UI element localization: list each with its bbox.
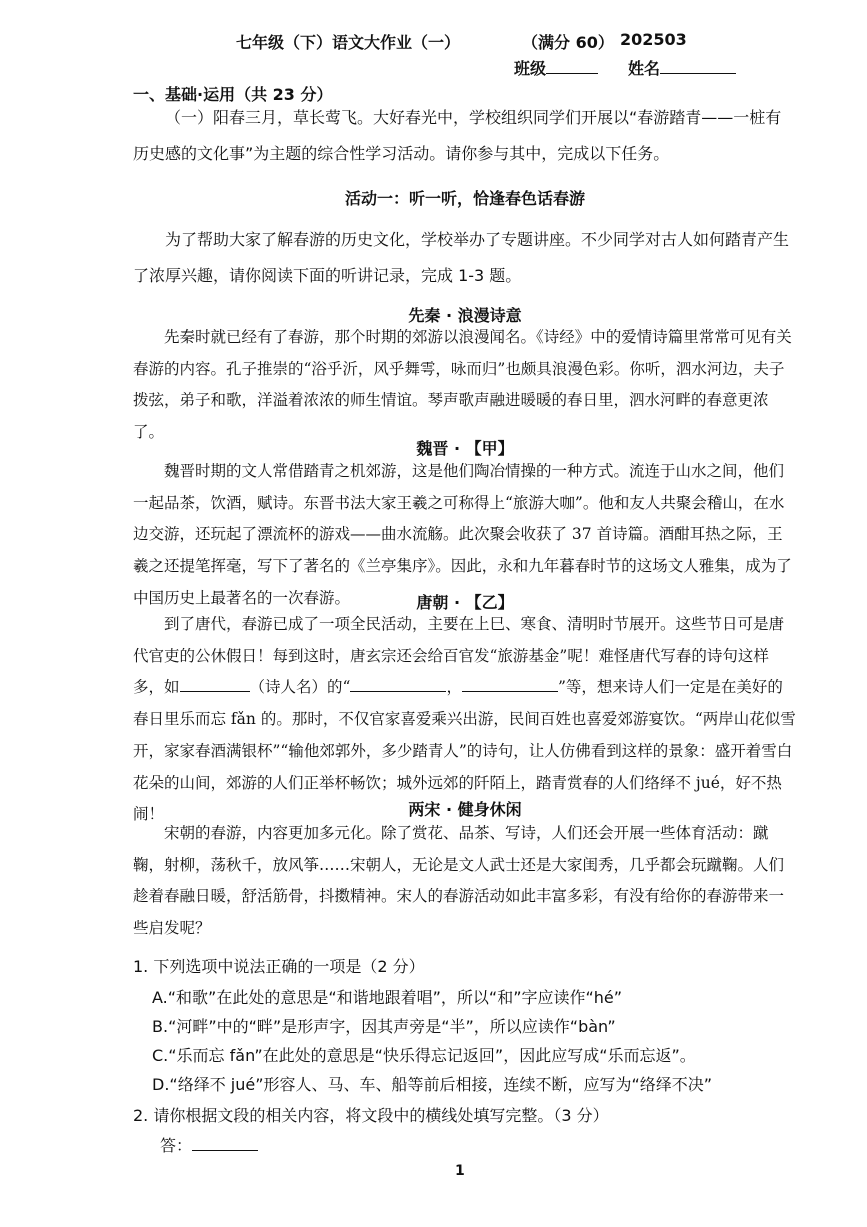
- song-heading: 两宋 · 健身休闲: [408, 800, 522, 819]
- exam-date: 202503: [620, 30, 687, 49]
- answer-label: 答：: [160, 1136, 193, 1155]
- section-title: 一、基础·运用（共 23 分）: [133, 85, 333, 104]
- activity-title: 活动一：听一听，恰逢春色话春游: [344, 189, 585, 208]
- class-field[interactable]: [514, 56, 598, 79]
- question-1-option-a[interactable]: A.“和歌”在此处的意思是“和谐地跟着唱”，所以“和”字应读作“hé”: [152, 988, 623, 1007]
- score-label: （满分 60）: [522, 33, 614, 52]
- pre-qin-paragraph: 先秦时就已经有了春游，那个时期的郊游以浪漫闻名。《诗经》中的爱情诗篇里常常可见有关春游的内容。孔子推崇的“浴乎沂，风乎舞雩，咏而归”也颇具浪漫色彩。你听，泗水河边，夫子拨弦，弟子和歌，洋溢着浓浓的师生情谊。琴声歌声融进暖暖的春日里，泗水河畔的春意更浓了。: [133, 328, 792, 442]
- question-1-option-b[interactable]: B.“河畔”中的“畔”是形声字，因其声旁是“半”，所以应读作“bàn”: [152, 1017, 616, 1036]
- poet-name-blank[interactable]: [180, 674, 250, 692]
- tang-text-d: ”等，想来诗人们一定是在美好的春日里乐而忘 fǎn 的。那时，不仅官家喜爱乘兴出游，民间百姓也喜爱郊游宴饮。“两岸山花似雪开，家家春酒满银杯”“输他郊郭外，多少踏青人”的诗句，让人仿佛看到这样的景象：盛开着雪白花朵的山间，郊游的人们正举杯畅饮；城外远郊的阡陌上，踏青赏春的人们络绎不 jué，好不热闹！: [133, 678, 796, 824]
- wei-jin-paragraph: 魏晋时期的文人常借踏青之机郊游，这是他们陶冶情操的一种方式。流连于山水之间，他们一起品茶，饮酒，赋诗。东晋书法大家王羲之可称得上“旅游大咖”。他和友人共聚会稽山，在水边交游，还玩起了漂流杯的游戏——曲水流觞。此次聚会收获了 37 首诗篇。酒酣耳热之际，王羲之还提笔挥毫，写下了著名的《兰亭集序》。因此，永和九年暮春时节的这场文人雅集，成为了中国历史上最著名的一次春游。: [133, 462, 792, 607]
- answer-blank[interactable]: [192, 1136, 258, 1151]
- intro-paragraph: （一）阳春三月，草长莺飞。大好春光中，学校组织同学们开展以“春游踏青——一桩有历史感的文化事”为主题的综合性学习活动。请你参与其中，完成以下任务。: [133, 108, 782, 163]
- name-label: 姓名: [628, 59, 661, 78]
- name-blank[interactable]: [660, 59, 736, 74]
- song-paragraph: 宋朝的春游，内容更加多元化。除了赏花、品茶、写诗，人们还会开展一些体育活动：蹴鞠，射柳，荡秋千，放风筝……宋朝人，无论是文人武士还是大家闺秀，几乎都会玩蹴鞠。人们趁着春融日暖，舒活筋骨，抖擞精神。宋人的春游活动如此丰富多彩，有没有给你的春游带来一些启发呢？: [133, 824, 785, 938]
- question-2-stem: 2. 请你根据文段的相关内容，将文段中的横线处填写完整。（3 分）: [133, 1106, 609, 1125]
- class-blank[interactable]: [546, 59, 598, 74]
- question-1-stem: 1. 下列选项中说法正确的一项是（2 分）: [133, 957, 425, 976]
- name-field[interactable]: [628, 56, 736, 79]
- lecture-intro-paragraph: 为了帮助大家了解春游的历史文化，学校举办了专题讲座。不少同学对古人如何踏青产生了浓厚兴趣，请你阅读下面的听讲记录，完成 1-3 题。: [133, 230, 790, 285]
- question-1-option-c[interactable]: C.“乐而忘 fǎn”在此处的意思是“快乐得忘记返回”，因此应写成“乐而忘返”。: [152, 1046, 696, 1065]
- poem-line2-blank[interactable]: [462, 674, 558, 692]
- class-label: 班级: [514, 59, 547, 78]
- question-1-option-d[interactable]: D.“络绎不 jué”形容人、马、车、船等前后相接，连续不断，应写为“络绎不决”: [152, 1075, 713, 1094]
- page-number: 1: [455, 1163, 465, 1179]
- exam-title: 七年级（下）语文大作业（一）: [236, 33, 461, 52]
- tang-heading: 唐朝 · 【乙】: [416, 593, 514, 612]
- question-2-answer[interactable]: [160, 1133, 258, 1156]
- tang-text-c: ，: [446, 678, 462, 697]
- tang-text-b: （诗人名）的“: [249, 678, 351, 697]
- tang-text-a: 到了唐代，春游已成了一项全民活动，主要在上巳、寒食、清明时节展开。这些节日可是唐代官吏的公休假日！每到这时，唐玄宗还会给百官发“旅游基金”呢！难怪唐代写春的诗句这样多，如: [133, 615, 785, 697]
- pre-qin-heading: 先秦 · 浪漫诗意: [408, 306, 522, 325]
- wei-jin-heading: 魏晋 · 【甲】: [416, 439, 514, 458]
- poem-line1-blank[interactable]: [350, 674, 446, 692]
